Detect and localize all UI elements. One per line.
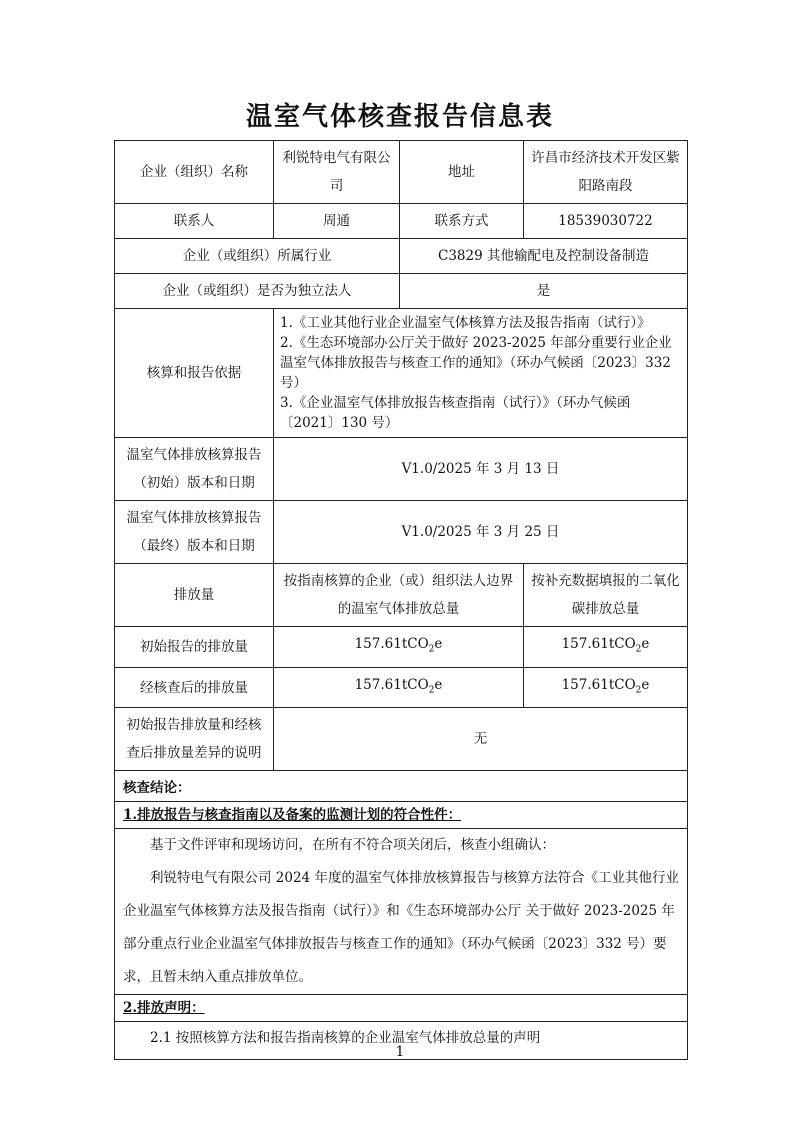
basis-list (274, 309, 688, 438)
address-value: 许昌市经济技术开发区紫阳路南段 (524, 141, 688, 204)
legal-person-value: 是 (400, 274, 688, 309)
conclusion-paragraph: 2.1 按照核算方法和报告指南核算的企业温室气体排放总量的声明 (150, 1030, 541, 1047)
basis-item: 1.《工业其他行业企业温室气体核算方法及报告指南（试行）》 (280, 315, 651, 331)
section1-title: 1.排放报告与核查指南以及备案的监测计划的符合性件： (123, 807, 462, 824)
org-name-label: 企业（组织）名称 (115, 141, 274, 204)
verified-emission-value-2: 157.61tCO$_2$e (524, 667, 688, 708)
difference-value: 无 (274, 708, 688, 771)
final-version-value: V1.0/2025 年 3 月 25 日 (274, 501, 688, 564)
conclusion-section (115, 771, 688, 1060)
industry-label: 企业（或组织）所属行业 (115, 239, 400, 274)
section2-title: 2.排放声明： (123, 1000, 205, 1017)
org-name-value: 利锐特电气有限公司 (274, 141, 400, 204)
conclusion-heading: 核查结论： (123, 780, 191, 797)
verified-emission-label: 经核查后的排放量 (115, 667, 274, 708)
contact-label: 联系人 (115, 204, 274, 239)
emission-col-legal-boundary: 按指南核算的企业（或）组织法人边界的温室气体排放总量 (274, 564, 524, 627)
difference-label: 初始报告排放量和经核查后排放量差异的说明 (115, 708, 274, 771)
page-title: 温室气体核查报告信息表 (245, 102, 554, 132)
industry-value: C3829 其他输配电及控制设备制造 (400, 239, 688, 274)
initial-emission-value-2: 157.61tCO$_2$e (524, 627, 688, 668)
initial-emission-value-1: 157.61tCO$_2$e (274, 627, 524, 668)
conclusion-paragraph: 利锐特电气有限公司 2024 年度的温室气体排放核算报告与核算方法符合《工业其他行业企业温室气体核算方法及报告指南（试行）》和《生态环境部办公厅 关于做好 2023-2025 年部分重点行业企业温室气体排放报告与核查工作的通知》（环办气候函〔2023〕332 号）要求，且暂未纳入重点排放单位。 (123, 870, 679, 986)
initial-version-label: 温室气体排放核算报告（初始）版本和日期 (115, 438, 274, 501)
address-label: 地址 (400, 141, 524, 204)
initial-version-value: V1.0/2025 年 3 月 13 日 (274, 438, 688, 501)
contact-method-label: 联系方式 (400, 204, 524, 239)
conclusion-paragraph: 基于文件评审和现场访问，在所有不符合项关闭后，核查小组确认： (150, 837, 555, 854)
basis-item: 3.《企业温室气体排放报告核查指南（试行）》（环办气候函〔2021〕130 号） (280, 395, 631, 431)
contact-value: 周通 (274, 204, 400, 239)
contact-method-value: 18539030722 (524, 204, 688, 239)
page-number: 1 (395, 1044, 405, 1060)
verified-emission-value-1: 157.61tCO$_2$e (274, 667, 524, 708)
basis-label: 核算和报告依据 (115, 309, 274, 438)
info-table (114, 140, 688, 1060)
initial-emission-label: 初始报告的排放量 (115, 627, 274, 668)
basis-item: 2.《生态环境部办公厅关于做好 2023-2025 年部分重要行业企业温室气体排放报告与核查工作的通知》（环办气候函〔2023〕332 号） (280, 335, 672, 391)
final-version-label: 温室气体排放核算报告（最终）版本和日期 (115, 501, 274, 564)
emission-label: 排放量 (115, 564, 274, 627)
legal-person-label: 企业（或组织）是否为独立法人 (115, 274, 400, 309)
emission-col-supplementary: 按补充数据填报的二氧化碳排放总量 (524, 564, 688, 627)
